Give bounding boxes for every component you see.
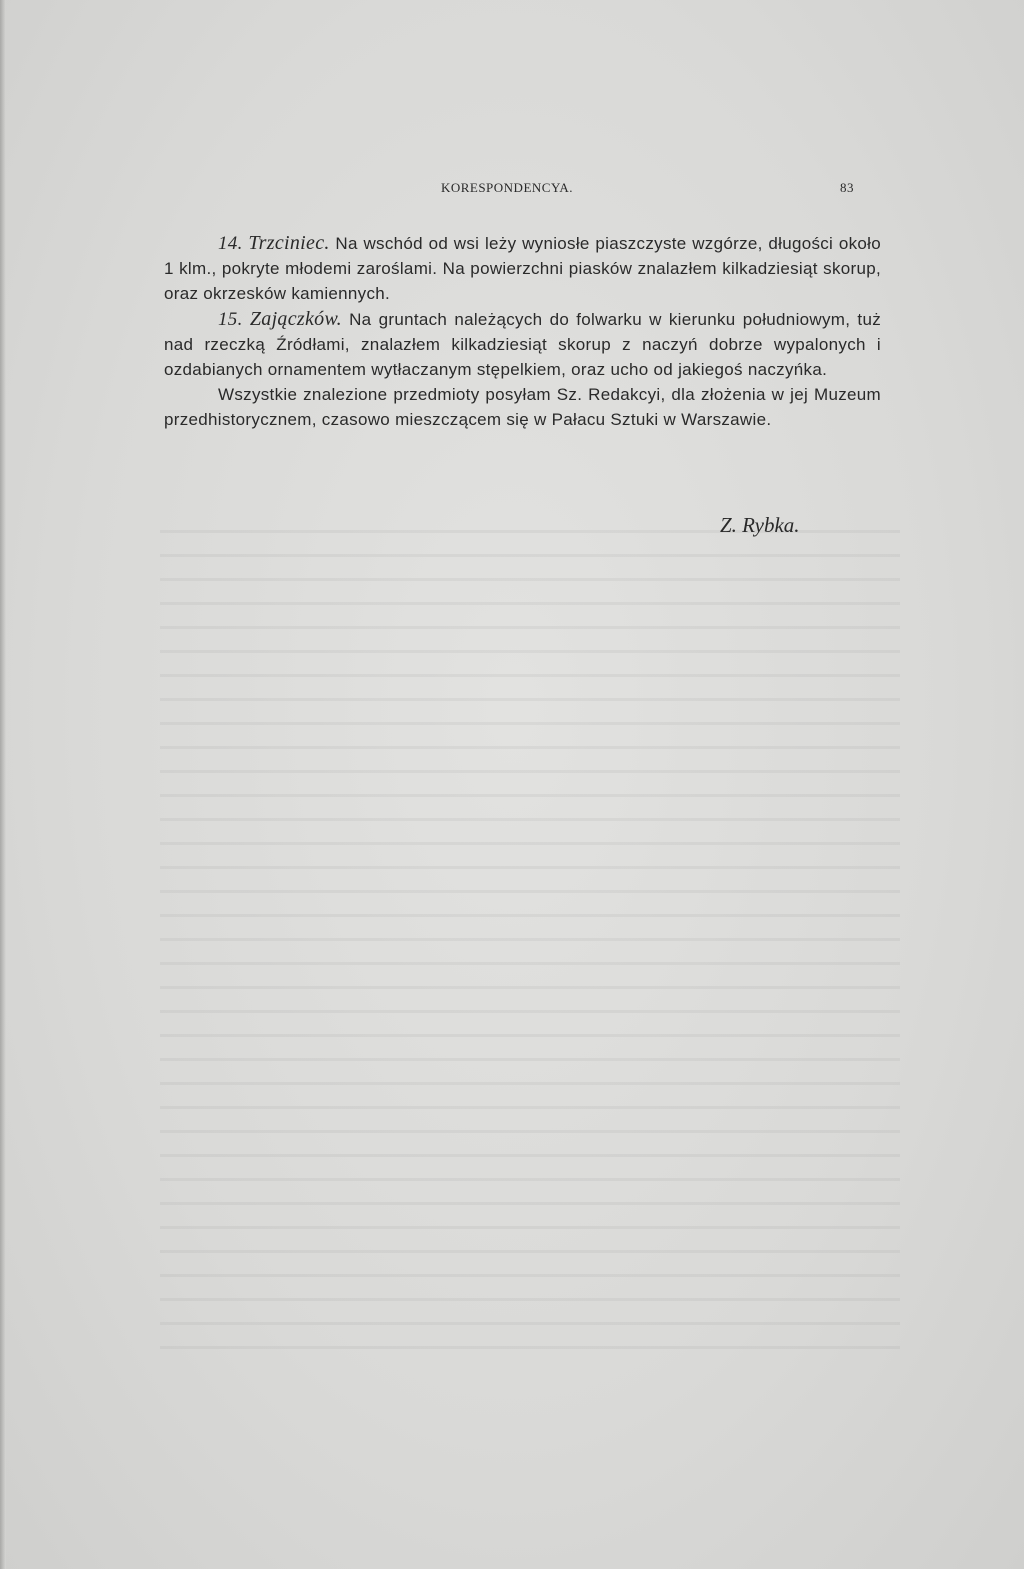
entry-number: 15.: [218, 308, 243, 330]
entry-paragraph: [164, 307, 881, 383]
entry-text: Na gruntach należących do folwarku w kierunku południowym, tuż nad rzeczką Źródłami, znalazłem kilkadziesiąt skorup z naczyń dobrze wypalonych i ozdabianych ornamentem wytłaczanym stępelkiem, oraz ucho od jakiegoś naczyńka.: [164, 309, 882, 380]
show-through-text: [160, 530, 900, 1350]
body-text: [164, 231, 881, 433]
page-header: [160, 180, 854, 200]
running-title: KORESPONDENCYA.: [440, 180, 574, 195]
entry-number: 14.: [218, 233, 243, 254]
page-edge-shadow: [0, 0, 6, 1569]
page-number: 83: [840, 180, 854, 195]
entry-place: Zajączków.: [249, 307, 342, 330]
signature: Z. Rybka.: [720, 513, 800, 537]
closing-paragraph: Wszystkie znalezione przedmioty posyłam Sz. Redakcyi, dla złożenia w jej Muzeum przedhistorycznem, czasowo mieszczącem się w Pałacu Sztuki w Warszawie.: [164, 385, 881, 430]
entry-place: Trzciniec.: [248, 232, 330, 254]
entry-paragraph: [164, 231, 881, 307]
entry-text: Na wschód od wsi leży wyniosłe piaszczyste wzgórze, długości około 1 klm., pokryte młodemi zaroślami. Na powierzchni piasków znalazłem kilkadziesiąt skorup, oraz okrzesków kamiennych.: [164, 234, 881, 304]
